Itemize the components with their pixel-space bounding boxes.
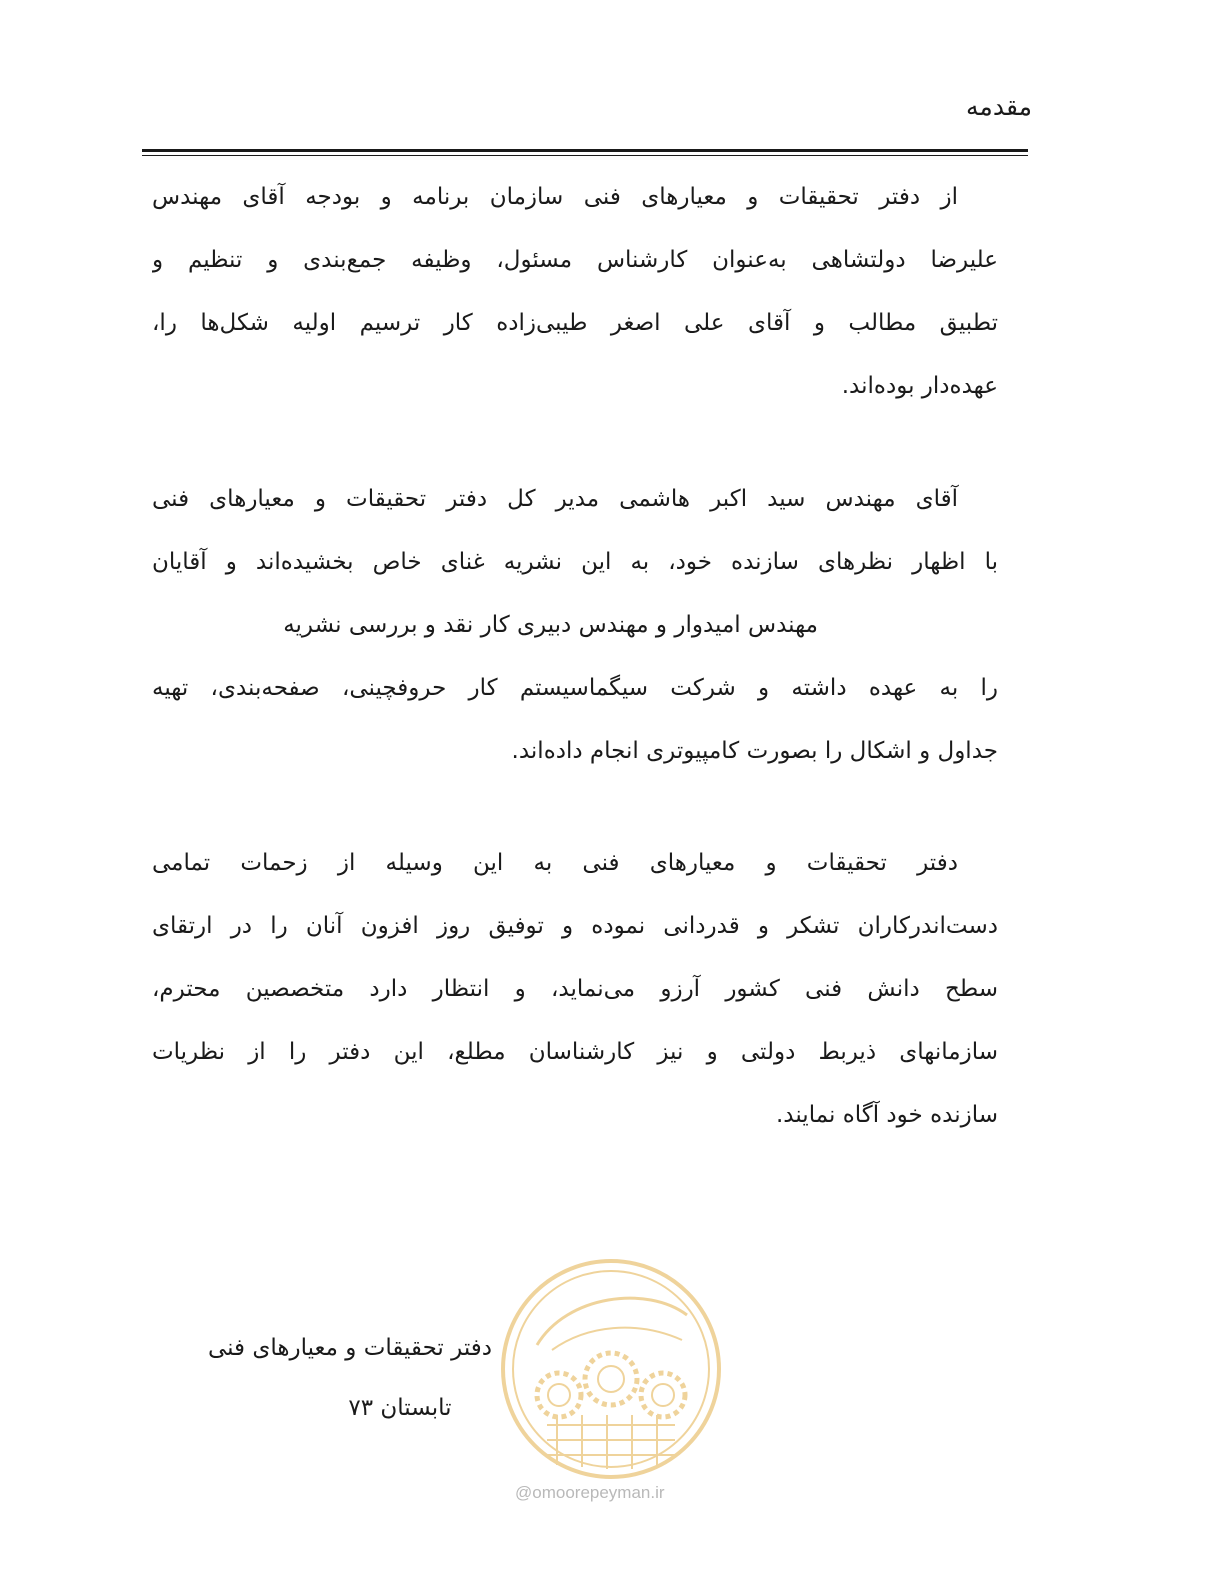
- paragraph-line: با اظهار نظرهای سازنده خود، به این نشریه غنای خاص بخشیده‌اند و آقایان: [152, 549, 998, 575]
- paragraph-line: سازنده خود آگاه نمایند.: [775, 1102, 998, 1128]
- paragraph-3: [152, 832, 998, 1147]
- paragraph-line: سازمانهای ذیربط دولتی و نیز کارشناسان مطلع، این دفتر را از نظریات: [152, 1039, 998, 1065]
- signature-date: تابستان ۷۳: [348, 1395, 452, 1421]
- page-title: مقدمه: [966, 92, 1032, 121]
- watermark-url: @omoorepeyman.ir: [515, 1483, 665, 1502]
- paragraph-line: تطبیق مطالب و آقای علی اصغر طیبی‌زاده کار ترسیم اولیه شکل‌ها را،: [152, 310, 998, 336]
- paragraph-line: علیرضا دولتشاهی به‌عنوان کارشناس مسئول، وظیفه جمع‌بندی و تنظیم و: [152, 247, 998, 273]
- paragraph-line: از دفتر تحقیقات و معیارهای فنی سازمان برنامه و بودجه آقای مهندس: [152, 184, 958, 210]
- paragraph-line: آقای مهندس سید اکبر هاشمی مدیر کل دفتر تحقیقات و معیارهای فنی: [152, 486, 958, 512]
- signature-block: [208, 1318, 492, 1438]
- paragraph-line: سطح دانش فنی کشور آرزو می‌نماید، و انتظار دارد متخصصین محترم،: [152, 976, 998, 1002]
- paragraph-1: [152, 166, 998, 418]
- header-rule-thick: [142, 149, 1028, 152]
- signature-org: دفتر تحقیقات و معیارهای فنی: [207, 1335, 492, 1361]
- paragraph-line: دست‌اندرکاران تشکر و قدردانی نموده و توفیق روز افزون آنان را در ارتقای: [152, 913, 998, 939]
- paragraph-line: دفتر تحقیقات و معیارهای فنی به این وسیله از زحمات تمامی: [152, 850, 958, 876]
- paragraph-line: جداول و اشکال را بصورت کامپیوتری انجام داده‌اند.: [511, 738, 998, 764]
- header-rule-thin: [142, 155, 1028, 156]
- paragraph-line: مهندس امیدوار و مهندس دبیری کار نقد و بررسی نشریه: [283, 612, 818, 638]
- paragraph-2: [152, 468, 998, 783]
- paragraph-line: را به عهده داشته و شرکت سیگماسیستم کار حروفچینی، صفحه‌بندی، تهیه: [152, 675, 998, 701]
- watermark-logo: [497, 1255, 725, 1483]
- paragraph-line: عهده‌دار بوده‌اند.: [841, 373, 998, 399]
